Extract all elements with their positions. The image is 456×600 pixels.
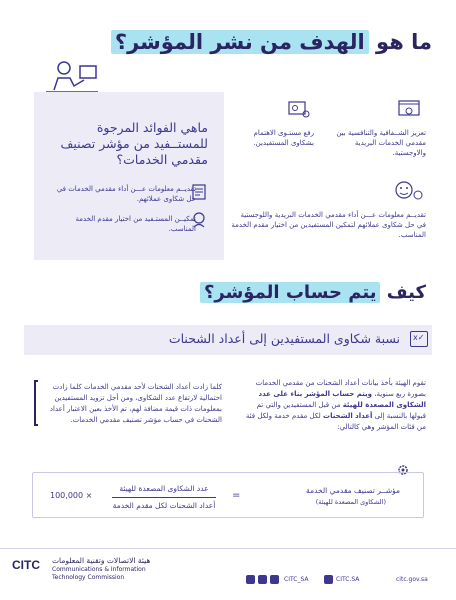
section1-title bbox=[111, 30, 432, 54]
section1-title-highlight: الهدف من نشر المؤشر؟ bbox=[111, 30, 369, 54]
section1-title-pre: ما هو bbox=[368, 30, 432, 54]
footer-divider bbox=[0, 548, 456, 549]
presentation-icon bbox=[288, 100, 310, 120]
shipments-rationale: كلما زادت أعداد الشحنات لأحد مقدمي الخدمات كلما زادت احتمالية لارتفاع عدد الشكاوى، ومن أجل تزويد المستفيدين بمعلومات ذات قيمة مضافة لهم، تم الأخذ بعين الاعتبار أعداد الشحنات في حساب مؤشر تصنيف مقدمي الخدمات. bbox=[49, 383, 222, 424]
handle-primary[interactable]: CITC_SA bbox=[284, 576, 309, 583]
benefits-question: ماهي الفوائد المرجوة للمستــفيد من مؤشر تصنيف مقدمي الخدمات؟ bbox=[60, 120, 208, 167]
benefits-panel bbox=[34, 92, 224, 260]
goal-item: تعزيز الشــفافية والتنافسية بين مقدمي الخدمات البريدية والاوجستية. bbox=[336, 129, 426, 157]
checkbox-icon: x✓ bbox=[410, 331, 428, 347]
formula-lhs-title: مؤشــر تصنيف مقدمي الخدمة bbox=[306, 486, 400, 495]
org-name-en-line2: Technology Commission bbox=[52, 574, 125, 581]
left-bracket-divider bbox=[34, 380, 38, 426]
section2-title-highlight: يتم حساب المؤشر؟ bbox=[200, 282, 381, 303]
org-name-en-line1: Communications & Information bbox=[52, 566, 146, 573]
handle-facebook[interactable]: CITC.SA bbox=[336, 576, 360, 583]
calculation-description: تقوم الهيئة بأخذ بيانات أعداد الشحنات من مقدمي الخدمات بصورة ربع سنوية، ويتم حساب المؤشر بناء على عدد الشكاوى المصعدة للهيئة من قبل المستفيدين والتي تم قبولها بالنسبة إلى أعداد الشحنات لكل مقدم خدمة ولكل فئة من فئات المؤشر وهي كالتالي: bbox=[245, 379, 426, 431]
benefit-item: تمكيــن المستـفيد من اختيار مقدم الخدمة المناسب. bbox=[75, 215, 196, 233]
website-link[interactable]: citc.gov.sa bbox=[396, 576, 428, 583]
goal-item: تقديــم معلومات عـــن أداء مقدمي الخدمات البريدية واللوجستية في حل شكاوى عملائهم لتمكين المستفيدين من اختيار مقدم الخدمة المناسب. bbox=[231, 211, 426, 239]
section2-title bbox=[200, 282, 426, 303]
instagram-icon[interactable] bbox=[270, 575, 279, 584]
formula-multiplier: 100,000 × bbox=[50, 491, 93, 500]
twitter-icon[interactable] bbox=[258, 575, 267, 584]
section2-title-pre: كيف bbox=[380, 282, 426, 303]
benefit-item: تقديــم معلومات عـــن أداء مقدمي الخدمات في حل شكاوى عملائهم. bbox=[56, 185, 196, 203]
citc-logo: CITC bbox=[12, 558, 40, 572]
metric-title: نسبة شكاوى المستفيدين إلى أعداد الشحنات bbox=[168, 331, 400, 346]
facebook-icon[interactable] bbox=[324, 575, 333, 584]
org-name-ar: هيئة الاتصالات وتقنية المعلومات bbox=[52, 556, 151, 565]
fraction-line bbox=[112, 497, 216, 498]
browser-settings-icon bbox=[398, 100, 420, 120]
formula-lhs-subtitle: (الشكاوى المصعدة للهيئة) bbox=[315, 498, 386, 506]
satisfaction-gear-icon bbox=[394, 180, 424, 202]
goal-item: رفع مستـوى الاهتمام بشكاوى المستفيدين. bbox=[253, 129, 314, 147]
youtube-icon[interactable] bbox=[246, 575, 255, 584]
formula-denominator: أعداد الشحنات لكل مقدم الخدمة bbox=[112, 501, 216, 510]
formula-numerator: عدد الشكاوى المصعدة للهيئة bbox=[119, 484, 209, 493]
formula-equals: = bbox=[232, 490, 241, 501]
